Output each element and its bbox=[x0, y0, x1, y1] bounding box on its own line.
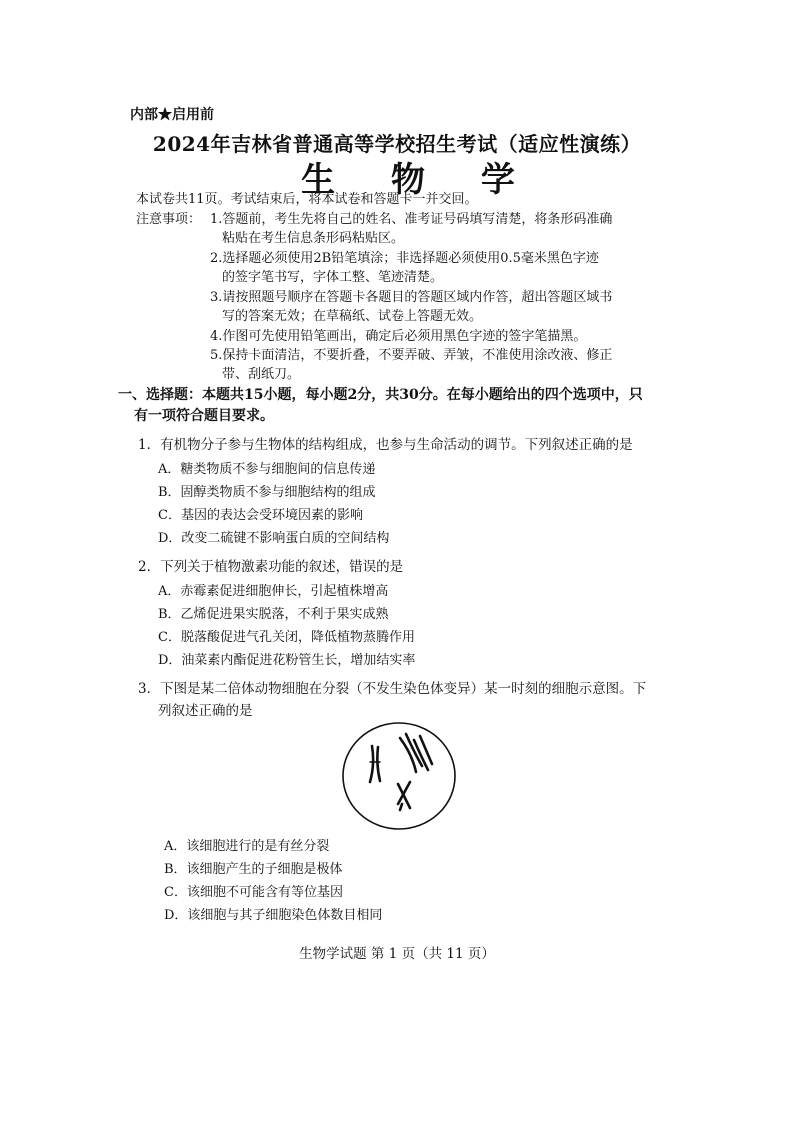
confidential-label: 内部★启用前 bbox=[130, 107, 214, 123]
question-1-stem: 1．有机物分子参与生物体的结构组成，也参与生命活动的调节。下列叙述正确的是 bbox=[138, 437, 633, 453]
question-3-option-b: B．该细胞产生的子细胞是极体 bbox=[164, 862, 343, 877]
note-5-line-1: 5.保持卡面清洁，不要折叠，不要弄破、弄皱，不准使用涂改液、修正 bbox=[210, 348, 613, 363]
question-3-stem-line-2: 列叙述正确的是 bbox=[158, 703, 253, 719]
chromosome-bottom bbox=[398, 782, 410, 810]
note-3-line-2: 写的答案无效；在草稿纸、试卷上答题无效。 bbox=[222, 309, 483, 324]
section-heading-line-2: 有一项符合题目要求。 bbox=[134, 408, 274, 424]
question-1-option-a: A．糖类物质不参与细胞间的信息传递 bbox=[158, 462, 376, 477]
note-5-line-2: 带、刮纸刀。 bbox=[222, 367, 301, 382]
section-heading-line-1: 一、选择题：本题共15小题，每小题2分，共30分。在每小题给出的四个选项中，只 bbox=[118, 387, 643, 403]
question-2-option-a: A．赤霉素促进细胞伸长，引起植株增高 bbox=[158, 584, 389, 599]
note-2-line-1: 2.选择题必须使用2B铅笔填涂；非选择题必须使用0.5毫米黑色字迹 bbox=[210, 251, 599, 266]
question-2-option-d: D．油菜素内酯促进花粉管生长，增加结实率 bbox=[158, 653, 416, 668]
page-footer: 生物学试题 第 1 页（共 11 页） bbox=[299, 946, 495, 962]
exam-intro: 本试卷共11页。考试结束后，将本试卷和答题卡一并交回。 bbox=[136, 192, 478, 207]
notes-label: 注意事项： bbox=[136, 212, 202, 227]
question-3-option-a: A．该细胞进行的是有丝分裂 bbox=[164, 839, 330, 854]
question-3-option-c: C．该细胞不可能含有等位基因 bbox=[164, 885, 343, 900]
cell-membrane bbox=[343, 723, 455, 829]
subject-title: 生 物 学 bbox=[301, 160, 537, 200]
note-4-line-1: 4.作图可先使用铅笔画出，确定后必须用黑色字迹的签字笔描黑。 bbox=[210, 329, 587, 344]
note-1-line-1: 1.答题前，考生先将自己的姓名、准考证号码填写清楚，将条形码准确 bbox=[210, 212, 613, 227]
question-2-option-c: C．脱落酸促进气孔关闭，降低植物蒸腾作用 bbox=[158, 630, 415, 645]
note-3-line-1: 3.请按照题号顺序在答题卡各题目的答题区域内作答，超出答题区域书 bbox=[210, 290, 613, 305]
question-2-stem: 2．下列关于植物激素功能的叙述，错误的是 bbox=[138, 559, 404, 575]
note-2-line-2: 的签字笔书写，字体工整、笔迹清楚。 bbox=[222, 270, 444, 285]
chromosome-left bbox=[370, 746, 380, 782]
question-2-option-b: B．乙烯促进果实脱落，不利于果实成熟 bbox=[158, 607, 389, 622]
chromosome-pair-right bbox=[400, 734, 432, 772]
question-1-option-b: B．固醇类物质不参与细胞结构的组成 bbox=[158, 485, 376, 500]
exam-title: 2024年吉林省普通高等学校招生考试（适应性演练） bbox=[152, 132, 642, 156]
cell-division-diagram bbox=[340, 720, 458, 832]
question-3-option-d: D．该细胞与其子细胞染色体数目相同 bbox=[164, 908, 383, 923]
question-3-stem-line-1: 3．下图是某二倍体动物细胞在分裂（不发生染色体变异）某一时刻的细胞示意图。下 bbox=[138, 681, 647, 697]
question-1-option-c: C．基因的表达会受环境因素的影响 bbox=[158, 508, 363, 523]
question-1-option-d: D．改变二硫键不影响蛋白质的空间结构 bbox=[158, 531, 390, 546]
note-1-line-2: 粘贴在考生信息条形码粘贴区。 bbox=[222, 231, 405, 246]
